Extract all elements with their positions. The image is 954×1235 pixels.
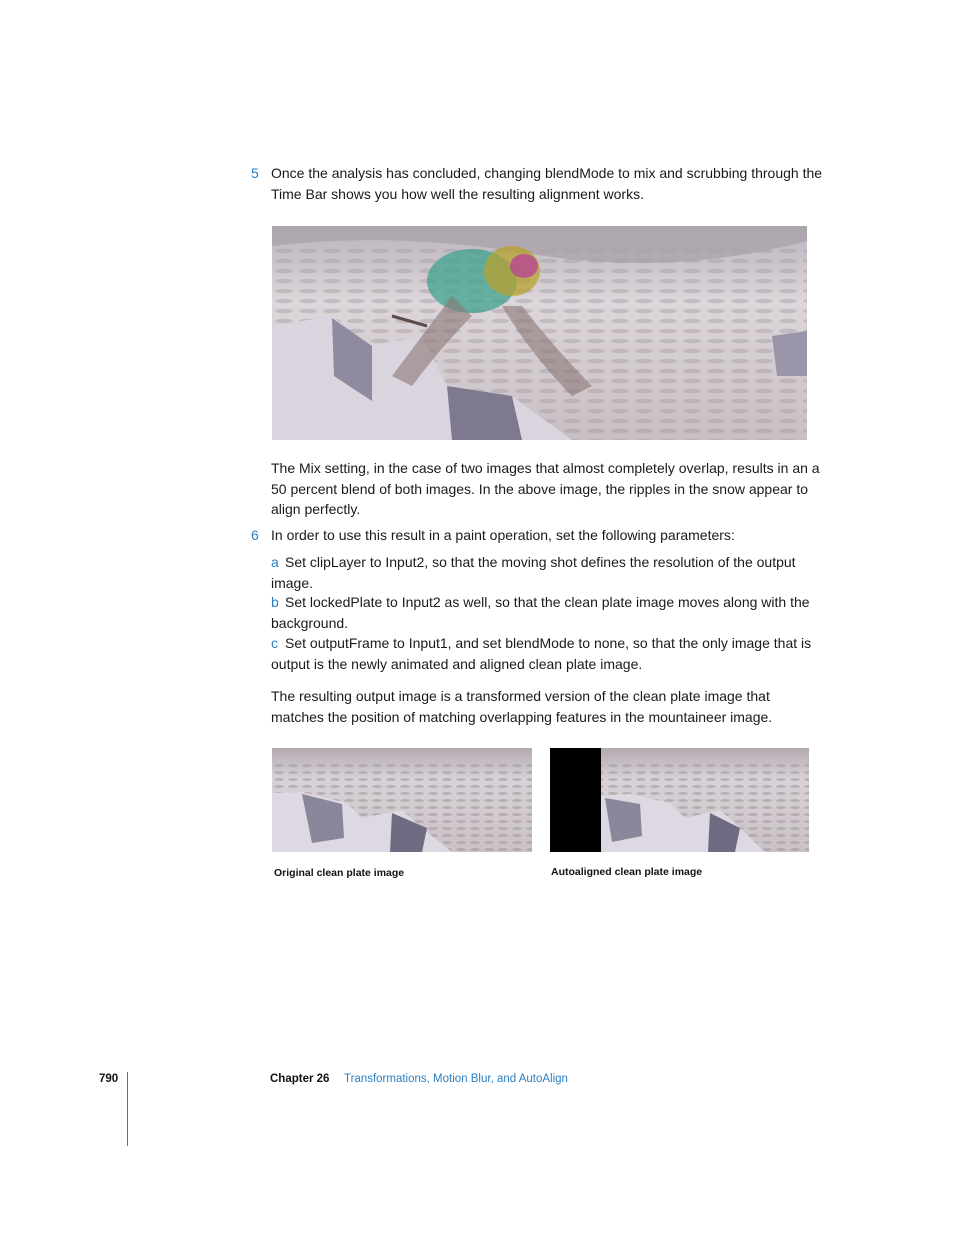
substep-letter: c bbox=[271, 635, 278, 651]
substep-c bbox=[271, 633, 826, 674]
page-number: 790 bbox=[99, 1073, 119, 1085]
mix-paragraph: The Mix setting, in the case of two images that almost completely overlap, results in an a 50 percent blend of both images. In the above image, the ripples in the snow appear to align perfectly. bbox=[271, 460, 820, 517]
chapter-label: Chapter 26 bbox=[270, 1073, 330, 1085]
substep-text: Set lockedPlate to Input2 as well, so that the clean plate image moves along with the background. bbox=[271, 594, 810, 631]
autoaligned-plate-image bbox=[550, 748, 809, 852]
substep-text: Set outputFrame to Input1, and set blendMode to none, so that the only image that is output is the newly animated and aligned clean plate image. bbox=[271, 635, 812, 672]
substep-a bbox=[271, 552, 826, 593]
step-5 bbox=[251, 163, 826, 204]
step-number: 5 bbox=[251, 165, 259, 181]
step-text: Once the analysis has concluded, changing blendMode to mix and scrubbing through the Time Bar shows you how well the resulting alignment works. bbox=[271, 165, 823, 202]
figure-caption: Original clean plate image bbox=[274, 867, 405, 879]
clean-plate-image bbox=[272, 748, 532, 852]
substep-letter: a bbox=[271, 554, 279, 570]
mountaineer-mix-image bbox=[272, 226, 807, 440]
step-number: 6 bbox=[251, 527, 259, 543]
chapter-title: Transformations, Motion Blur, and AutoAlign bbox=[344, 1073, 568, 1085]
substep-text: Set clipLayer to Input2, so that the moving shot defines the resolution of the output image. bbox=[271, 554, 796, 591]
substep-b bbox=[271, 592, 826, 633]
footer-rule bbox=[127, 1072, 128, 1146]
substep-letter: b bbox=[271, 594, 279, 610]
figure-caption: Autoaligned clean plate image bbox=[551, 866, 703, 878]
result-paragraph: The resulting output image is a transformed version of the clean plate image that matches the position of matching overlapping features in the mountaineer image. bbox=[271, 688, 773, 725]
step-6 bbox=[251, 525, 826, 546]
step-text: In order to use this result in a paint operation, set the following parameters: bbox=[271, 527, 735, 543]
